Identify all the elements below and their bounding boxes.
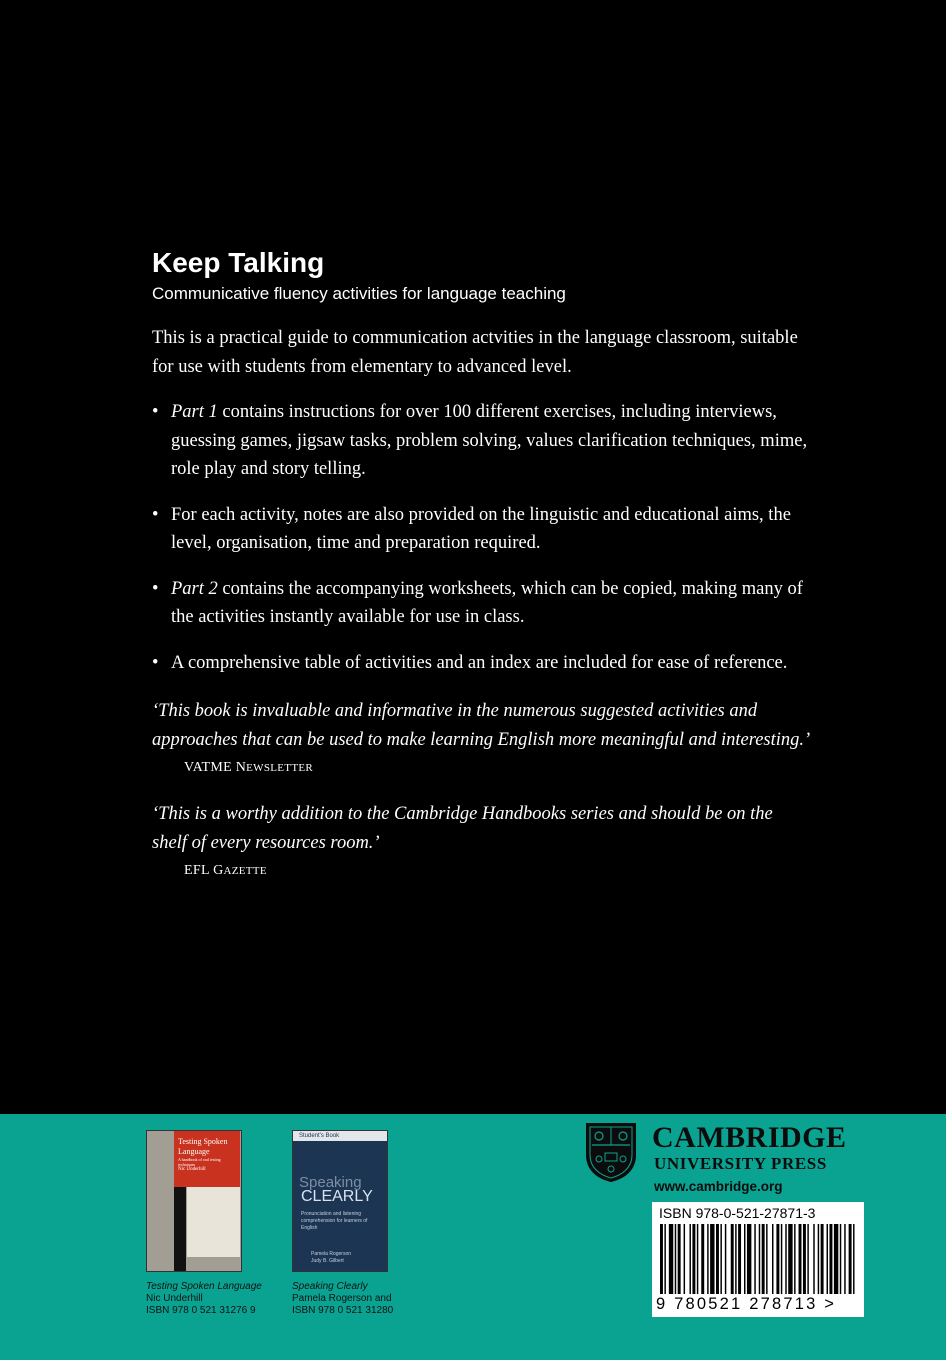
barcode-panel xyxy=(652,1202,864,1317)
review-source: VATME NEWSLETTER xyxy=(184,760,313,775)
barcode-bar xyxy=(707,1224,708,1294)
barcode-bar xyxy=(776,1224,779,1294)
related-book-title: Speaking Clearly xyxy=(292,1281,368,1292)
barcode-bar xyxy=(660,1224,663,1294)
feature-lead: Part 2 xyxy=(171,578,218,599)
feature-text: contains the accompanying worksheets, which can be copied, making many of the activities instantly available for use in class. xyxy=(171,578,803,627)
related-book-isbn: ISBN 978 0 521 31276 9 xyxy=(146,1305,256,1316)
related-book-cover-testing-spoken-language xyxy=(146,1130,242,1272)
isbn-label: ISBN 978-0-521-27871-3 xyxy=(659,1205,816,1221)
barcode-bar xyxy=(807,1224,808,1294)
barcode-digits: 9 780521 278713 > xyxy=(656,1295,837,1313)
feature-item xyxy=(152,398,812,484)
barcode-bar xyxy=(766,1224,767,1294)
barcode-bar xyxy=(813,1224,814,1294)
barcode-bar xyxy=(818,1224,819,1294)
barcode-bar xyxy=(827,1224,828,1294)
barcode-bar xyxy=(803,1224,806,1294)
mini-cover-author: Nic Underhill xyxy=(178,1167,206,1172)
barcode-bar xyxy=(785,1224,786,1294)
book-subtitle: Communicative fluency activities for language teaching xyxy=(152,284,566,303)
barcode-bar xyxy=(821,1224,824,1294)
review-source: EFL GAZETTE xyxy=(184,863,267,878)
publisher-website: www.cambridge.org xyxy=(654,1179,783,1194)
mini-cover-author: Judy B. Gilbert xyxy=(311,1258,344,1264)
related-book-title: Testing Spoken Language xyxy=(146,1281,262,1292)
barcode-bar xyxy=(772,1224,773,1294)
barcode-bar xyxy=(794,1224,795,1294)
publisher-division: UNIVERSITY PRESS xyxy=(654,1154,827,1173)
barcode-bar xyxy=(738,1224,741,1294)
related-book-author: Pamela Rogerson and xyxy=(292,1293,392,1304)
barcode-bar xyxy=(731,1224,734,1294)
mini-cover-subtitle: A handbook of oral testing techniques xyxy=(178,1157,221,1167)
barcode-bar xyxy=(692,1224,695,1294)
feature-lead: Part 1 xyxy=(171,402,218,422)
intro-paragraph: This is a practical guide to communication actvities in the language classroom, suitable for use with students from elementary to advanced level. xyxy=(152,328,798,377)
review-quote: ‘This is a worthy addition to the Cambridge Handbooks series and should be on the shelf of every resources room.’ xyxy=(152,804,773,853)
feature-list xyxy=(152,398,812,677)
feature-text: For each activity, notes are also provided on the linguistic and educational aims, the level, organisation, time and preparation required. xyxy=(171,504,791,553)
barcode-bar xyxy=(853,1224,854,1294)
barcode-bar xyxy=(720,1224,721,1294)
barcode-bar xyxy=(678,1224,681,1294)
book-title: Keep Talking xyxy=(152,247,325,278)
barcode-bar xyxy=(840,1224,841,1294)
barcode-bar xyxy=(684,1224,685,1294)
barcode-bar xyxy=(701,1224,704,1294)
blurb xyxy=(152,324,812,883)
mini-cover-tag: Student's Book xyxy=(293,1131,387,1141)
feature-item xyxy=(152,501,812,558)
barcode-bar xyxy=(735,1224,736,1294)
barcode-bar xyxy=(697,1224,698,1294)
barcode-bar xyxy=(675,1224,676,1294)
barcode-bar xyxy=(844,1224,845,1294)
university-crest-icon xyxy=(584,1121,638,1183)
barcode-bar xyxy=(788,1224,792,1294)
barcode-bar xyxy=(664,1224,665,1294)
barcode-bar xyxy=(710,1224,714,1294)
related-book-isbn: ISBN 978 0 521 31280 xyxy=(292,1305,394,1316)
barcode xyxy=(658,1224,858,1294)
barcode-bar xyxy=(716,1224,719,1294)
feature-item xyxy=(152,575,812,632)
feature-item xyxy=(152,649,812,678)
mini-cover-title: CLEARLY xyxy=(301,1188,373,1205)
related-book-author: Nic Underhill xyxy=(146,1293,203,1304)
related-book-cover-speaking-clearly xyxy=(292,1130,388,1272)
barcode-bar xyxy=(849,1224,852,1294)
barcode-bar xyxy=(781,1224,782,1294)
barcode-bar xyxy=(834,1224,838,1294)
barcode-bar xyxy=(762,1224,765,1294)
barcode-bar xyxy=(747,1224,751,1294)
publisher-name: CAMBRIDGE xyxy=(652,1121,847,1154)
mini-cover-author: Pamela Rogerson xyxy=(311,1251,352,1257)
barcode-bar xyxy=(744,1224,745,1294)
related-book-caption xyxy=(292,1281,394,1317)
mini-cover-title: Speaking xyxy=(299,1174,362,1191)
barcode-bar xyxy=(689,1224,690,1294)
barcode-bar xyxy=(754,1224,755,1294)
feature-text: A comprehensive table of activities and an index are included for ease of reference. xyxy=(171,652,788,673)
barcode-bar xyxy=(799,1224,802,1294)
barcode-bar xyxy=(725,1224,726,1294)
barcode-bar xyxy=(759,1224,760,1294)
feature-text: contains instructions for over 100 different exercises, including interviews, guessing games, jigsaw tasks, problem solving, values clarification techniques, mime, role play and story telling. xyxy=(171,402,808,479)
related-book-caption xyxy=(146,1281,286,1317)
mini-cover-title: Testing Spoken Language xyxy=(178,1137,228,1156)
barcode-bar xyxy=(829,1224,832,1294)
barcode-bar xyxy=(669,1224,673,1294)
mini-cover-subtitle: Pronunciation and listening comprehension for learners of English xyxy=(301,1211,368,1231)
review-quote: ‘This book is invaluable and informative in the numerous suggested activities and approaches that can be used to make learning English more meaningful and interesting.’ xyxy=(152,701,811,750)
